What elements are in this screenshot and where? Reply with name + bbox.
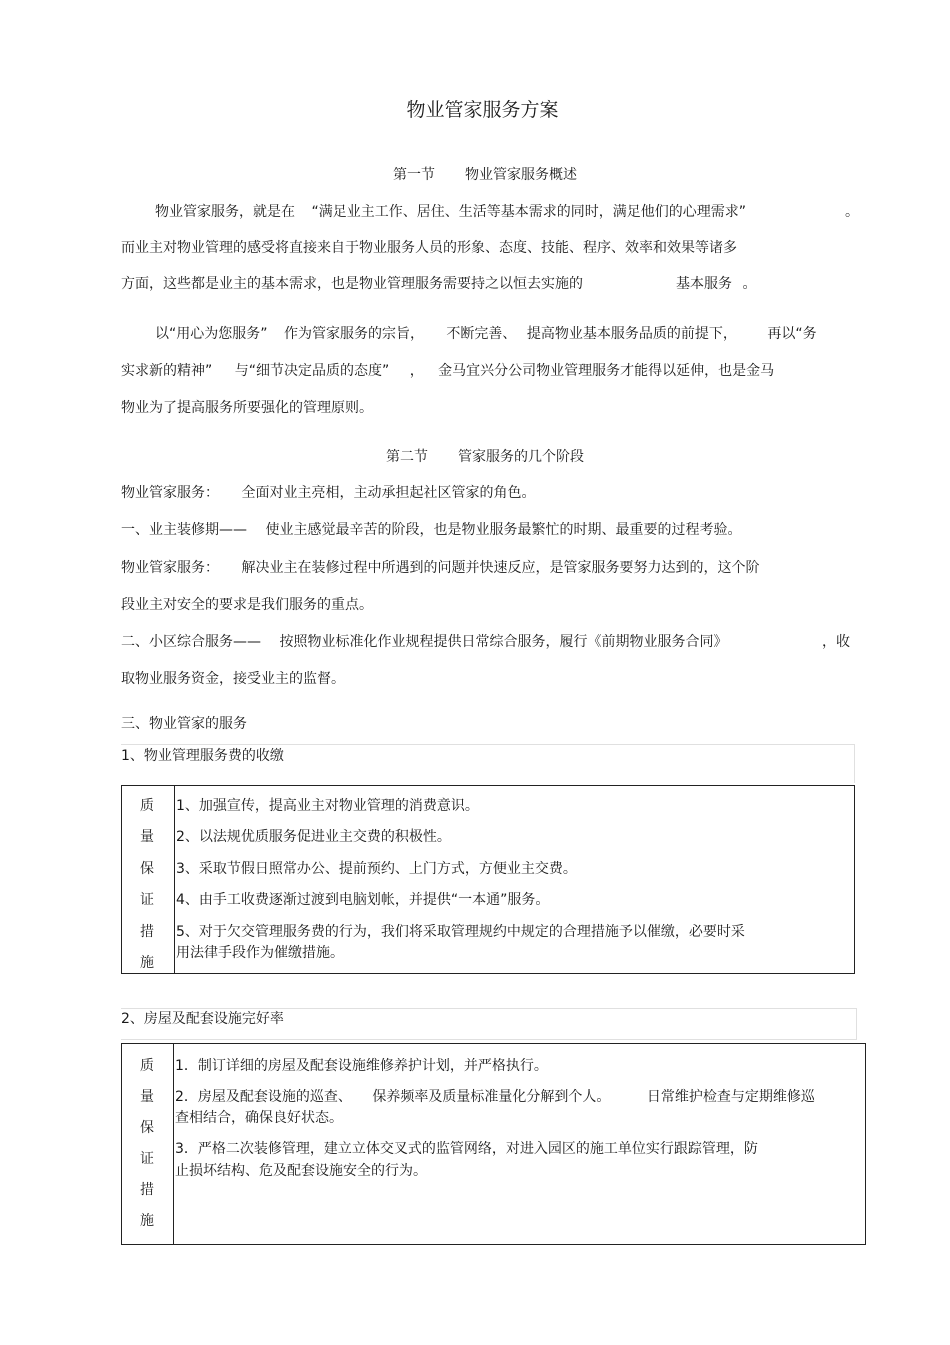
paragraph-1-line-3	[121, 274, 583, 294]
stage-line-3	[121, 558, 759, 578]
list-item: 5、对于欠交管理服务费的行为，我们将采取管理规约中规定的合理措施予以催缴，必要时采	[176, 924, 745, 940]
text-span: 物业管家服务，就是在	[155, 204, 295, 220]
section-1-number: 第一节	[393, 167, 435, 183]
stage-line-1	[121, 483, 535, 503]
text-span: 使业主感觉最辛苦的阶段，也是物业服务最繁忙的时期、最重要的过程考验。	[265, 522, 742, 538]
side-char: 施	[140, 955, 154, 971]
text-span: 实求新的精神”	[121, 363, 213, 379]
paragraph-1-line-1-end: 。	[845, 204, 859, 220]
text-span: 2．房屋及配套设施的巡查、	[175, 1089, 352, 1105]
block-2-table	[121, 1043, 866, 1245]
text-span: 解决业主在装修过程中所遇到的问题并快速反应，是管家服务要努力达到的，这个阶	[241, 560, 760, 576]
stage-line-2	[121, 520, 741, 540]
text-span: 二、小区综合服务——	[121, 634, 261, 650]
side-char: 质	[140, 1058, 154, 1074]
side-char: 措	[140, 924, 154, 940]
stage-line-5	[121, 632, 727, 652]
text-span: 基本服务	[676, 276, 732, 292]
side-char: 措	[140, 1182, 154, 1198]
text-span: 作为管家服务的宗旨，	[283, 326, 424, 342]
text-span: 保养频率及质量标准量化分解到个人。	[372, 1089, 611, 1105]
list-item: 4、由手工收费逐渐过渡到电脑划帐，并提供“一本通”服务。	[176, 892, 550, 908]
stage-line-6: 取物业服务资金，接受业主的监督。	[121, 671, 345, 687]
table-divider	[174, 786, 175, 973]
block-2-label-box	[121, 1008, 857, 1040]
paragraph-2-line-3: 物业为了提高服务所要强化的管理原则。	[121, 400, 373, 416]
section-1-title: 物业管家服务概述	[465, 167, 577, 183]
table-divider	[173, 1044, 174, 1244]
side-char: 质	[140, 798, 154, 814]
side-char: 量	[140, 829, 154, 845]
text-span: 方面，这些都是业主的基本需求，也是物业管理服务需要持之以恒去实施的	[121, 276, 583, 292]
side-char: 保	[140, 1120, 154, 1136]
stage-line-5-end: ，收	[822, 634, 850, 650]
text-span: 不断完善、	[446, 326, 517, 342]
list-item: 查相结合，确保良好状态。	[175, 1110, 343, 1126]
section-2-heading	[10, 447, 950, 467]
text-span: 金马宜兴分公司物业管理服务才能得以延伸，也是金马	[438, 363, 775, 379]
text-span: 与“细节决定品质的态度”	[234, 363, 390, 379]
list-item: 1、加强宣传，提高业主对物业管理的消费意识。	[176, 798, 479, 814]
section-2-title: 管家服务的几个阶段	[458, 449, 584, 465]
list-item: 止损坏结构、危及配套设施安全的行为。	[175, 1163, 427, 1179]
text-span: 物业管家服务：	[121, 485, 219, 501]
text-span: 全面对业主亮相，主动承担起社区管家的角色。	[241, 485, 536, 501]
side-char: 证	[140, 892, 154, 908]
text-span: “满足业主工作、居住、生活等基本需求的同时，满足他们的心理需求”	[311, 204, 746, 220]
text-span: 一、业主装修期——	[121, 522, 247, 538]
side-char: 证	[140, 1151, 154, 1167]
text-span: 。	[742, 276, 757, 292]
section-1-heading	[10, 165, 950, 185]
stage-line-4: 段业主对安全的要求是我们服务的重点。	[121, 597, 373, 613]
paragraph-2-line-2	[121, 361, 774, 381]
text-span: 日常维护检查与定期维修巡	[646, 1089, 815, 1105]
side-char: 量	[140, 1089, 154, 1105]
section-2-number: 第二节	[386, 449, 428, 465]
text-span: 物业管家服务：	[121, 560, 219, 576]
text-span: 提高物业基本服务品质的前提下，	[526, 326, 737, 342]
document-title: 物业管家服务方案	[406, 99, 559, 121]
block-1-table	[121, 785, 855, 974]
side-char: 施	[140, 1213, 154, 1229]
list-item: 用法律手段作为催缴措施。	[176, 945, 344, 961]
block-2-label: 2、房屋及配套设施完好率	[121, 1011, 284, 1027]
paragraph-1-line-1	[155, 202, 746, 222]
paragraph-1-line-2: 而业主对物业管理的感受将直接来自于物业服务人员的形象、态度、技能、程序、效率和效果等诸多	[121, 240, 737, 256]
text-span: 以“用心为您服务”	[155, 326, 268, 342]
side-char: 保	[140, 861, 154, 877]
block-1-label: 1、物业管理服务费的收缴	[121, 748, 284, 764]
list-item: 1．制订详细的房屋及配套设施维修养护计划，并严格执行。	[175, 1058, 548, 1074]
text-span: 按照物业标准化作业规程提供日常综合服务，履行《前期物业服务合同》	[279, 634, 728, 650]
list-item: 3．严格二次装修管理，建立立体交叉式的监管网络，对进入园区的施工单位实行跟踪管理，防	[175, 1141, 758, 1157]
block-1-label-box	[121, 744, 855, 783]
list-item: 3、采取节假日照常办公、提前预约、上门方式，方便业主交费。	[176, 861, 577, 877]
paragraph-1-line-3-basic	[676, 274, 756, 294]
text-span: ，	[409, 363, 424, 379]
list-item: 2、以法规优质服务促进业主交费的积极性。	[176, 829, 451, 845]
list-item	[175, 1087, 815, 1107]
paragraph-2-line-1	[155, 324, 817, 344]
stage-line-7: 三、物业管家的服务	[121, 716, 247, 732]
text-span: 再以“务	[767, 326, 817, 342]
